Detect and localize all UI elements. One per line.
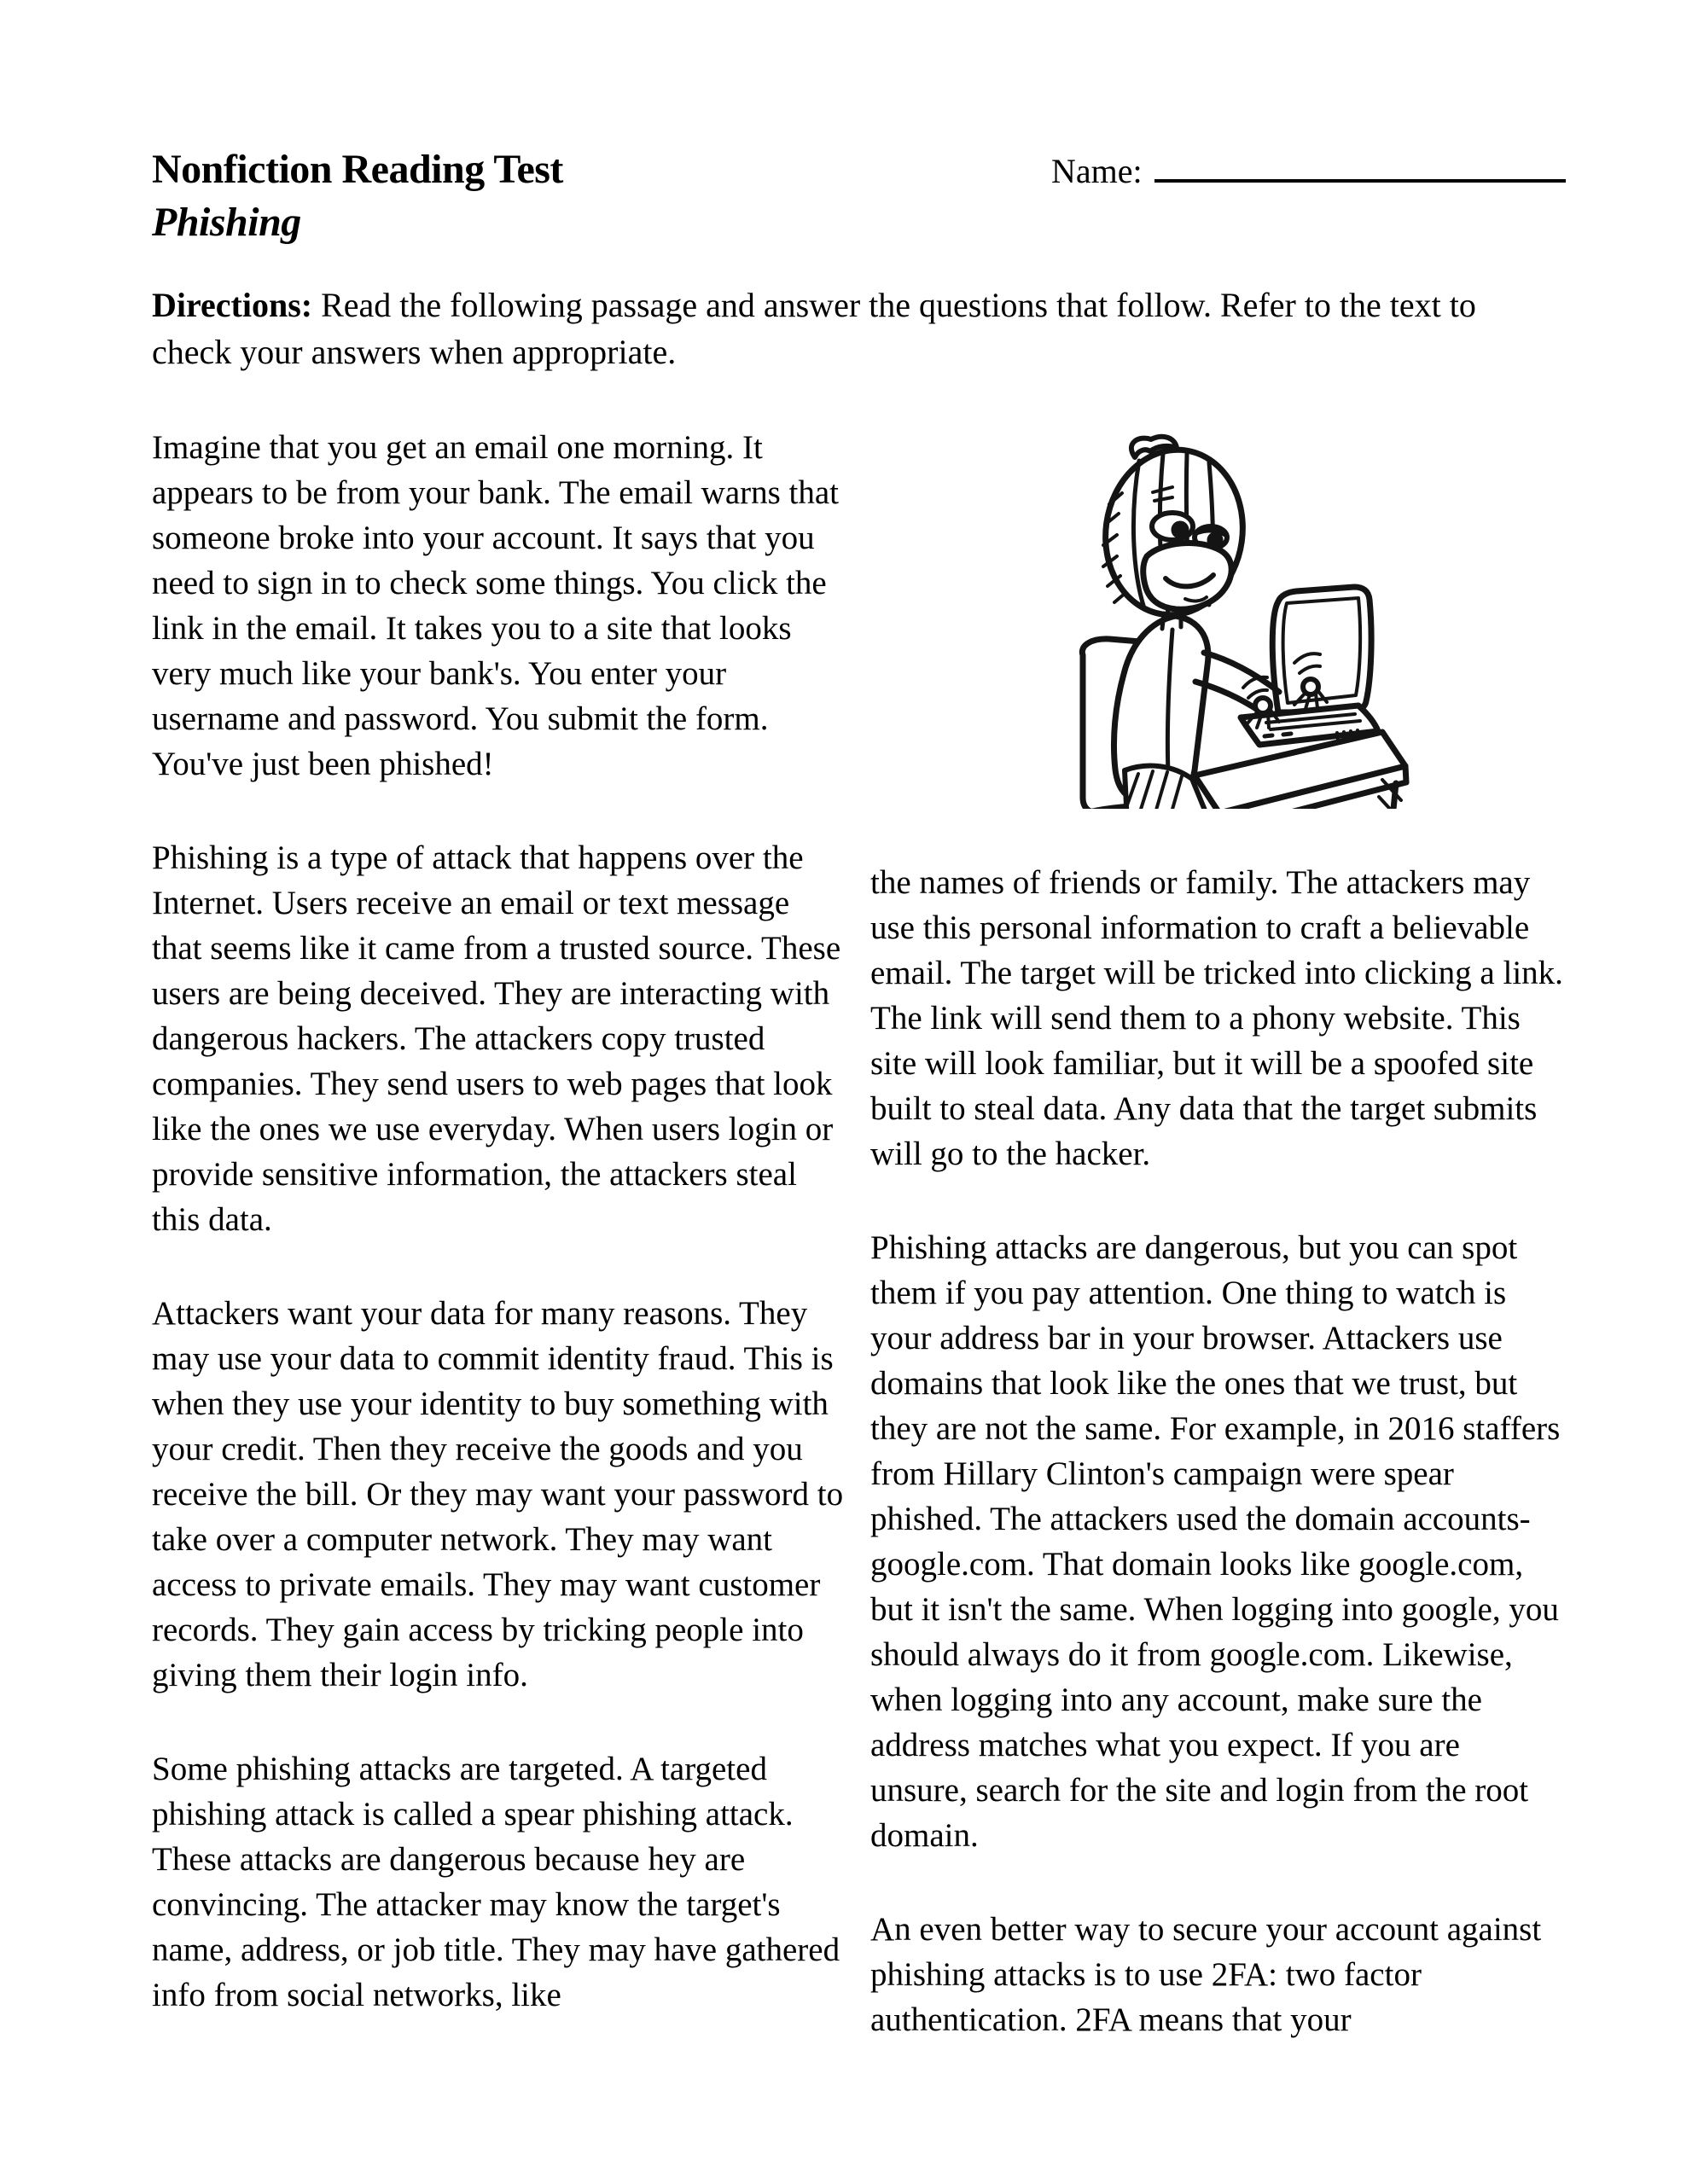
passage-right-column [870,425,1563,2091]
masked-hacker-laptop-illustration [997,432,1416,809]
passage-paragraph: An even better way to secure your account against phishing attacks is to use 2FA: two factor authentication. 2FA means that your [870,1911,1542,2038]
name-label: Name: [1051,152,1143,190]
page-title: Nonfiction Reading Test [152,147,563,192]
masked-hacker-laptop-drawing [997,432,1416,809]
passage-paragraph: Imagine that you get an email one morning. It appears to be from your bank. The email warns that someone broke into your account. It says that you need to sign in to check some things. You click the link in the email. It takes you to a site that looks very much like your bank's. You enter your username and password. You submit the form. You've just been phished! [152,429,840,782]
title-block [152,147,563,246]
name-blank-line [1154,145,1566,183]
directions-text: Read the following passage and answer the questions that follow. Refer to the text to check your answers when appropriate. [152,286,1476,371]
name-row [1051,145,1566,191]
passage-paragraph: Phishing attacks are dangerous, but you can spot them if you pay attention. One thing to watch is your address bar in your browser. Attackers use domains that look like the ones that we trust, but they are not the same. For example, in 2016 staffers from Hillary Clinton's campaign were spear phished. The attackers used the domain accounts-google.com. That domain looks like google.com, but it isn't the same. When logging into google, you should always do it from google.com. Likewise, when logging into any account, make sure the address matches what you expect. If you are unsure, search for the site and login from the root domain. [870,1229,1561,1854]
passage-paragraph: Phishing is a type of attack that happens over the Internet. Users receive an email or text message that seems like it came from a trusted source. These users are being deceived. They are interacting with dangerous hackers. The attackers copy trusted companies. They send users to web pages that look like the ones we use everyday. When users login or provide sensitive information, the attackers steal this data. [152,839,841,1238]
directions [152,282,1551,375]
directions-label: Directions: [152,286,313,324]
passage-paragraph: Attackers want your data for many reasons. They may use your data to commit identity fraud. This is when they use your identity to buy something with your credit. Then they receive the goods and you receive the bill. Or they may want your password to take over a computer network. They may want access to private emails. They may want customer records. They gain access by tricking people into giving them their login info. [152,1295,844,1693]
passage-right-column-text [870,860,1563,2042]
passage-paragraph: Some phishing attacks are targeted. A targeted phishing attack is called a spear phishing attack. These attacks are dangerous because hey are convincing. The attacker may know the target's name, address, or job title. They may have gathered info from social networks, like [152,1751,840,2013]
passage-left-column [152,425,845,2091]
page-subtitle: Phishing [152,200,301,245]
passage-paragraph: the names of friends or family. The attackers may use this personal information to craft a believable email. The target will be tricked into clicking a link. The link will send them to a phony website. This site will look familiar, but it will be a spoofed site built to steal data. Any data that the target submits will go to the hacker. [870,864,1563,1172]
passage-columns [152,425,1563,2091]
